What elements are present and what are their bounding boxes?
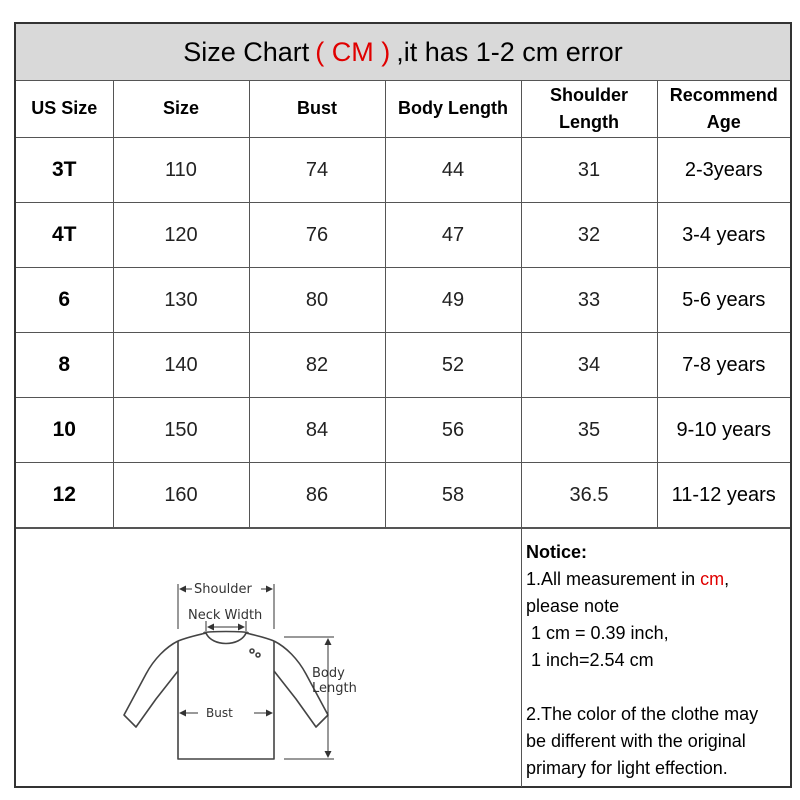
- cell-size: 150: [113, 398, 249, 463]
- title-suffix: ,it has 1-2 cm error: [396, 36, 623, 67]
- label-body: Body: [312, 666, 345, 681]
- shirt-measurement-illustration: [16, 529, 521, 787]
- header-body-length: Body Length: [385, 80, 521, 138]
- cell-recommend-age: 2-3years: [657, 138, 790, 203]
- size-table: [16, 80, 790, 528]
- cell-size: 160: [113, 463, 249, 528]
- notice-line-3: 1 cm = 0.39 inch,: [526, 623, 669, 643]
- table-row: [16, 333, 790, 398]
- cell-shoulder-length: 32: [521, 203, 657, 268]
- header-size: Size: [113, 80, 249, 138]
- size-chart: [14, 22, 792, 788]
- table-header-row: [16, 80, 790, 138]
- cell-shoulder-length: 31: [521, 138, 657, 203]
- cell-shoulder-length: 36.5: [521, 463, 657, 528]
- label-shoulder: Shoulder: [194, 582, 252, 597]
- chart-title: [16, 24, 790, 81]
- notice-heading: Notice:: [526, 542, 588, 562]
- bottom-section: [16, 528, 790, 787]
- cell-shoulder-length: 35: [521, 398, 657, 463]
- cell-us-size: 10: [16, 398, 113, 463]
- cell-recommend-age: 11-12 years: [657, 463, 790, 528]
- cell-bust: 76: [249, 203, 385, 268]
- notice-line-4: 1 inch=2.54 cm: [526, 650, 654, 670]
- table-row: [16, 138, 790, 203]
- cell-body-length: 52: [385, 333, 521, 398]
- notice-line-7: primary for light effection.: [526, 758, 728, 778]
- cell-body-length: 47: [385, 203, 521, 268]
- table-row: [16, 463, 790, 528]
- cell-us-size: 12: [16, 463, 113, 528]
- label-length: Length: [312, 681, 357, 696]
- cell-recommend-age: 9-10 years: [657, 398, 790, 463]
- cell-body-length: 58: [385, 463, 521, 528]
- cell-bust: 80: [249, 268, 385, 333]
- cell-bust: 86: [249, 463, 385, 528]
- header-us-size: US Size: [16, 80, 113, 138]
- notice-line-5: 2.The color of the clothe may: [526, 704, 759, 724]
- garment-diagram: [16, 529, 522, 787]
- cell-us-size: 3T: [16, 138, 113, 203]
- label-bust: Bust: [206, 706, 233, 720]
- cell-body-length: 49: [385, 268, 521, 333]
- table-row: [16, 203, 790, 268]
- cell-bust: 84: [249, 398, 385, 463]
- cell-body-length: 44: [385, 138, 521, 203]
- cell-bust: 74: [249, 138, 385, 203]
- title-unit: ( CM ): [315, 36, 391, 67]
- cell-body-length: 56: [385, 398, 521, 463]
- cell-recommend-age: 3-4 years: [657, 203, 790, 268]
- shirt-outline: [124, 632, 328, 760]
- cell-us-size: 8: [16, 333, 113, 398]
- cell-size: 130: [113, 268, 249, 333]
- cell-shoulder-length: 33: [521, 268, 657, 333]
- header-bust: Bust: [249, 80, 385, 138]
- cell-us-size: 6: [16, 268, 113, 333]
- table-row: [16, 268, 790, 333]
- label-neck-width: Neck Width: [188, 608, 263, 623]
- title-prefix: Size Chart: [183, 36, 310, 67]
- notice-line-1: 1.All measurement in cm,: [526, 569, 730, 589]
- notice-unit-cm: cm: [700, 569, 725, 589]
- notice-line-2: please note: [526, 596, 620, 616]
- cell-us-size: 4T: [16, 203, 113, 268]
- table-row: [16, 398, 790, 463]
- cell-shoulder-length: 34: [521, 333, 657, 398]
- cell-size: 120: [113, 203, 249, 268]
- header-shoulder-length: Shoulder Length: [521, 80, 657, 138]
- cell-size: 140: [113, 333, 249, 398]
- cell-recommend-age: 5-6 years: [657, 268, 790, 333]
- notice-line-6: be different with the original: [526, 731, 746, 751]
- header-recommend-age: Recommend Age: [657, 80, 790, 138]
- cell-size: 110: [113, 138, 249, 203]
- cell-recommend-age: 7-8 years: [657, 333, 790, 398]
- notice-panel: [526, 539, 784, 782]
- cell-bust: 82: [249, 333, 385, 398]
